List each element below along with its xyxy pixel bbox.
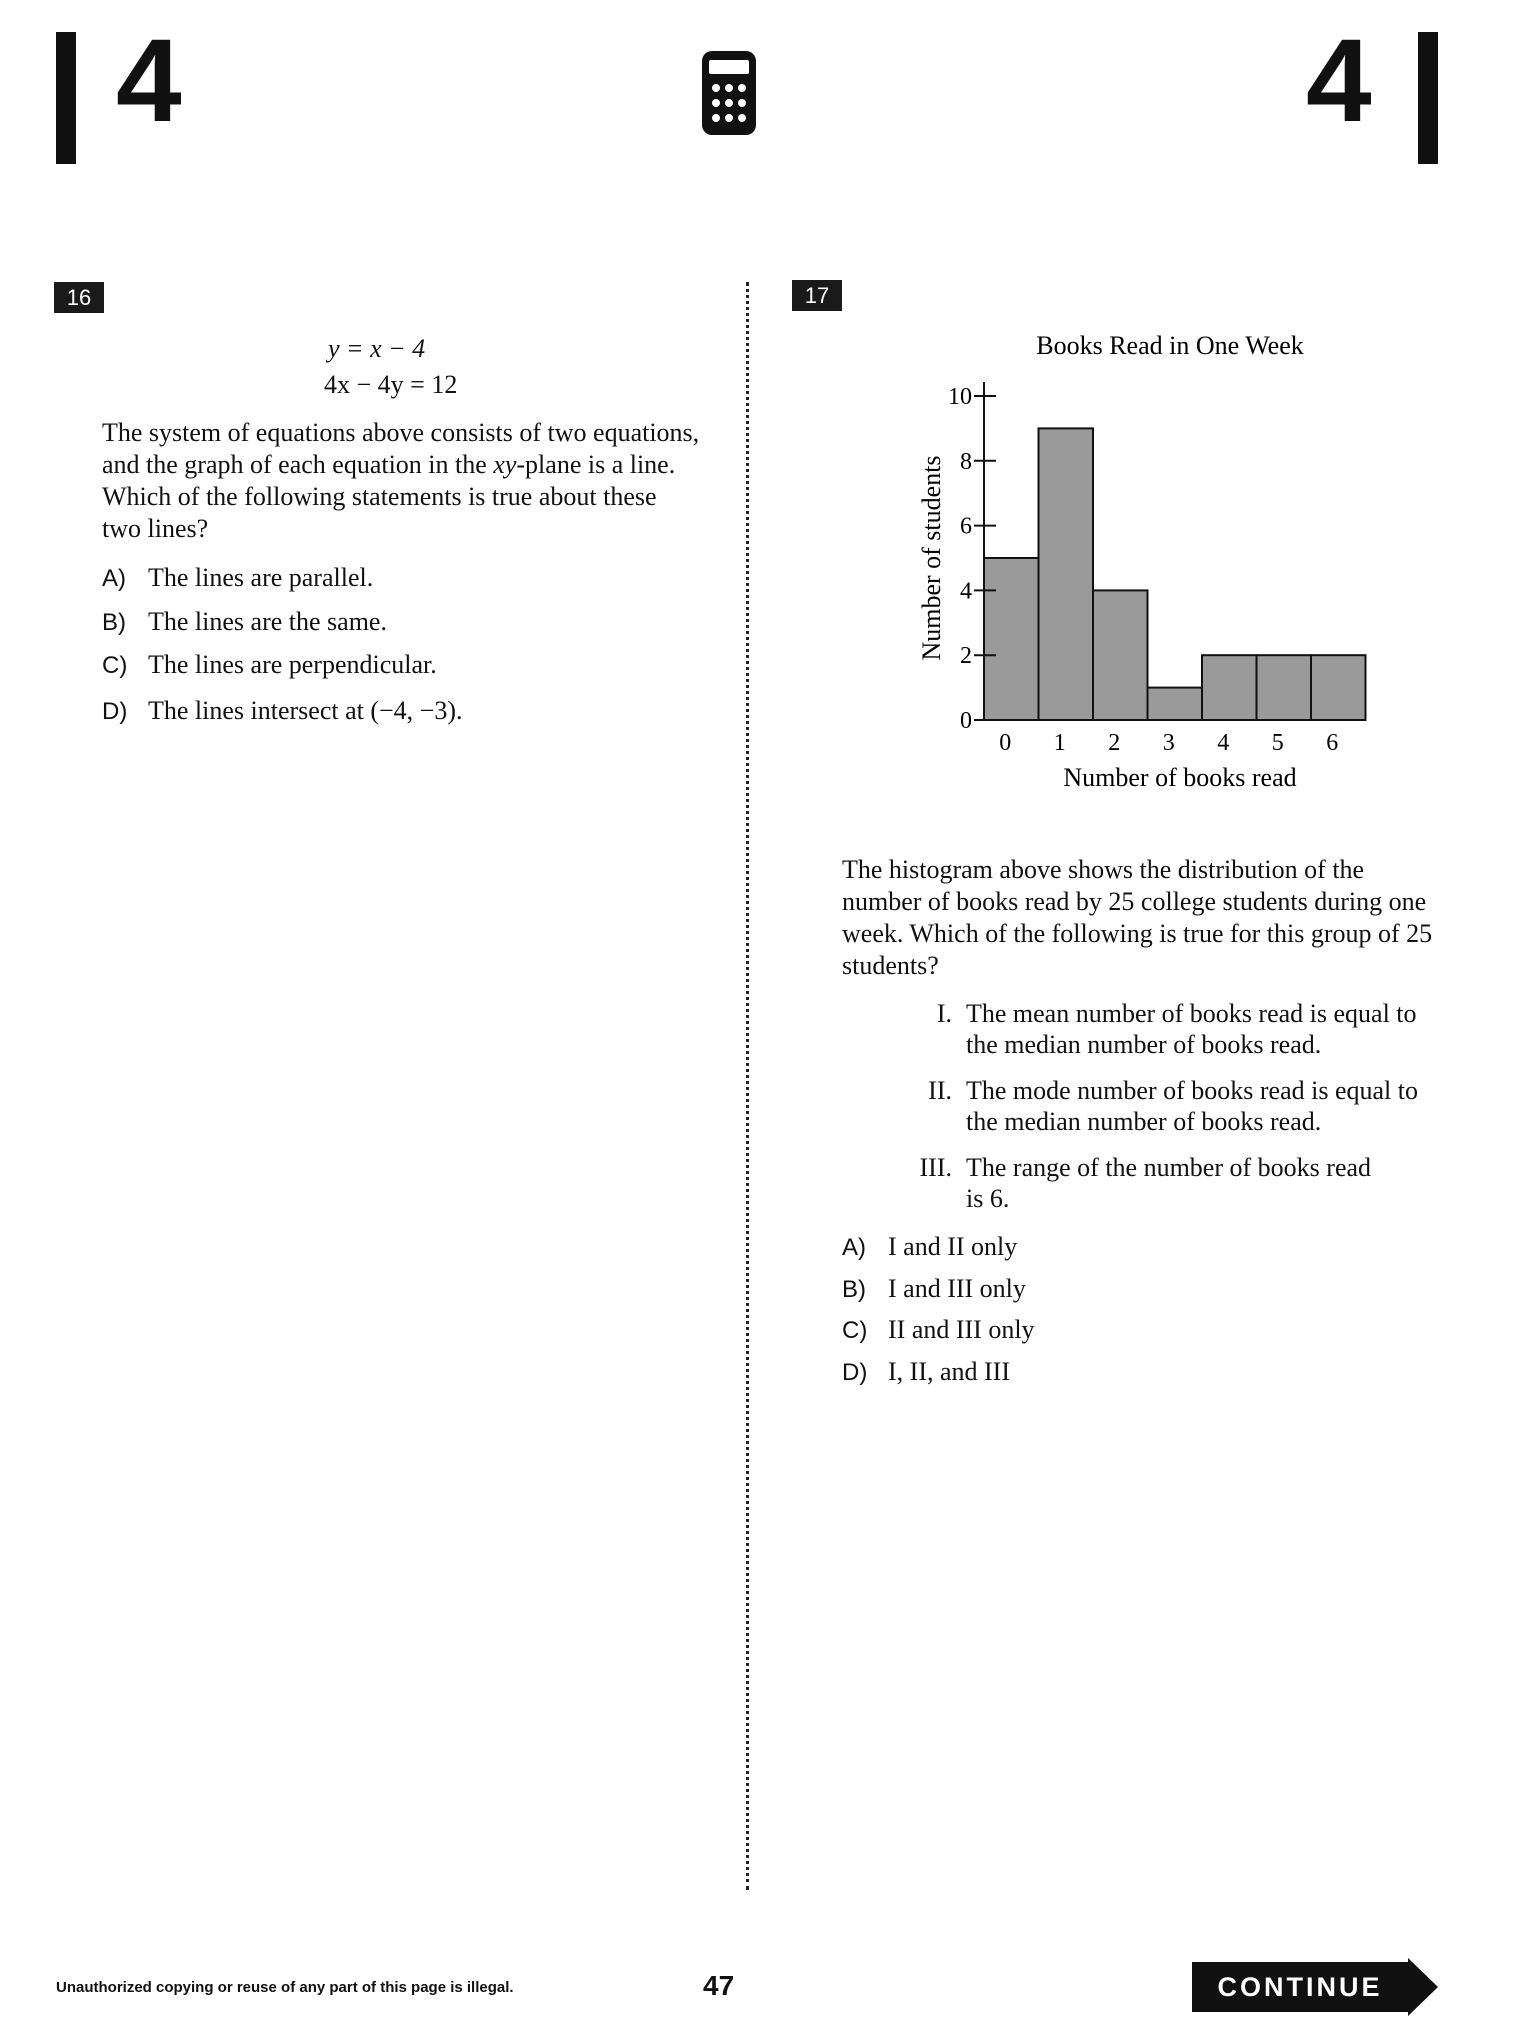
choice-letter: D) [102, 698, 128, 725]
choice-text: The lines are perpendicular. [148, 650, 437, 679]
choice-17-a[interactable] [842, 1232, 1035, 1274]
choice-letter: C) [102, 652, 128, 679]
copyright-notice: Unauthorized copying or reuse of any part of this page is illegal. [56, 1979, 514, 1996]
question-16-stem [102, 417, 702, 545]
x-tick-label-3: 3 [1162, 730, 1175, 756]
y-axis-label: Number of students [917, 455, 946, 661]
choice-16-d[interactable] [102, 696, 463, 740]
histogram-bar-5 [1257, 655, 1312, 720]
choice-16-b[interactable] [102, 607, 463, 650]
choice-letter: D) [842, 1359, 868, 1386]
choice-letter: A) [102, 565, 126, 592]
choice-text: The lines are the same. [148, 607, 387, 636]
y-tick-label-4: 4 [960, 578, 972, 605]
equation-2: 4x − 4y = 12 [324, 370, 458, 399]
histogram-books-read [900, 318, 1380, 800]
choice-16-c[interactable] [102, 650, 463, 696]
choice-letter: A) [842, 1234, 866, 1261]
choice-text: I and III only [888, 1274, 1026, 1303]
histogram-bar-6 [1311, 655, 1366, 720]
chart-title: Books Read in One Week [1036, 331, 1304, 360]
question-17-choices [842, 1232, 1035, 1399]
equation-1: y = x − 4 [328, 334, 426, 363]
section-number-right: 4 [1306, 15, 1372, 147]
calculator-icon [701, 50, 757, 136]
histogram-bar-2 [1093, 590, 1148, 720]
y-tick-label-6: 6 [960, 513, 972, 540]
page-number: 47 [703, 1970, 735, 2001]
histogram-bar-0 [984, 558, 1039, 720]
y-tick-label-10: 10 [948, 384, 972, 410]
choice-17-d[interactable] [842, 1357, 1035, 1399]
x-tick-label-2: 2 [1108, 730, 1121, 756]
section-number-left: 4 [116, 15, 182, 147]
choice-letter: B) [842, 1276, 866, 1303]
statement-text: The mode number of books read is equal to the median number of books read. [966, 1076, 1418, 1136]
statement-numeral: III. [919, 1153, 952, 1182]
statement-text: The range of the number of books read is 6. [966, 1153, 1372, 1213]
stem-part-1: The system of equations above consists of two equations, and the graph of each equation in the [102, 418, 700, 479]
choice-letter: C) [842, 1317, 868, 1344]
y-tick-label-0: 0 [960, 708, 972, 734]
stem-variable: xy [493, 450, 517, 479]
histogram-bar-4 [1202, 655, 1257, 720]
section-bar-left [56, 32, 76, 164]
histogram-bar-1 [1039, 428, 1094, 720]
choice-16-a[interactable] [102, 563, 463, 607]
histogram-bar-3 [1148, 688, 1203, 720]
statement-numeral: II. [928, 1076, 952, 1105]
x-axis-label: Number of books read [1063, 763, 1297, 792]
x-tick-label-4: 4 [1217, 730, 1230, 756]
choice-text: The lines intersect at (−4, −3). [148, 696, 463, 725]
question-number-17: 17 [792, 280, 842, 311]
choice-text: I, II, and III [888, 1357, 1010, 1386]
x-tick-label-6: 6 [1326, 730, 1339, 756]
x-tick-label-5: 5 [1271, 730, 1284, 756]
choice-text: II and III only [888, 1315, 1035, 1344]
x-tick-label-1: 1 [1053, 730, 1066, 756]
continue-label: CONTINUE [1217, 1972, 1383, 2002]
column-divider [746, 282, 749, 1890]
stem-part-2: -plane is a line. Which of the following statements is true about these two lines? [102, 450, 676, 543]
question-17-stem: The histogram above shows the distribution of the number of books read by 25 college students during one week. Which of the following is true for this group of 25 students? [842, 855, 1433, 980]
y-tick-label-8: 8 [960, 448, 972, 475]
choice-17-b[interactable] [842, 1274, 1035, 1315]
section-bar-right [1418, 32, 1438, 164]
statement-numeral: I. [936, 999, 952, 1028]
choice-letter: B) [102, 609, 126, 636]
y-tick-label-2: 2 [960, 643, 972, 670]
choice-17-c[interactable] [842, 1315, 1035, 1357]
statement-text: The mean number of books read is equal to the median number of books read. [966, 999, 1417, 1059]
question-16-choices [102, 563, 463, 740]
question-number-16: 16 [54, 282, 104, 313]
choice-text: I and II only [888, 1232, 1018, 1261]
x-tick-label-0: 0 [999, 730, 1012, 756]
choice-text: The lines are parallel. [148, 563, 374, 592]
